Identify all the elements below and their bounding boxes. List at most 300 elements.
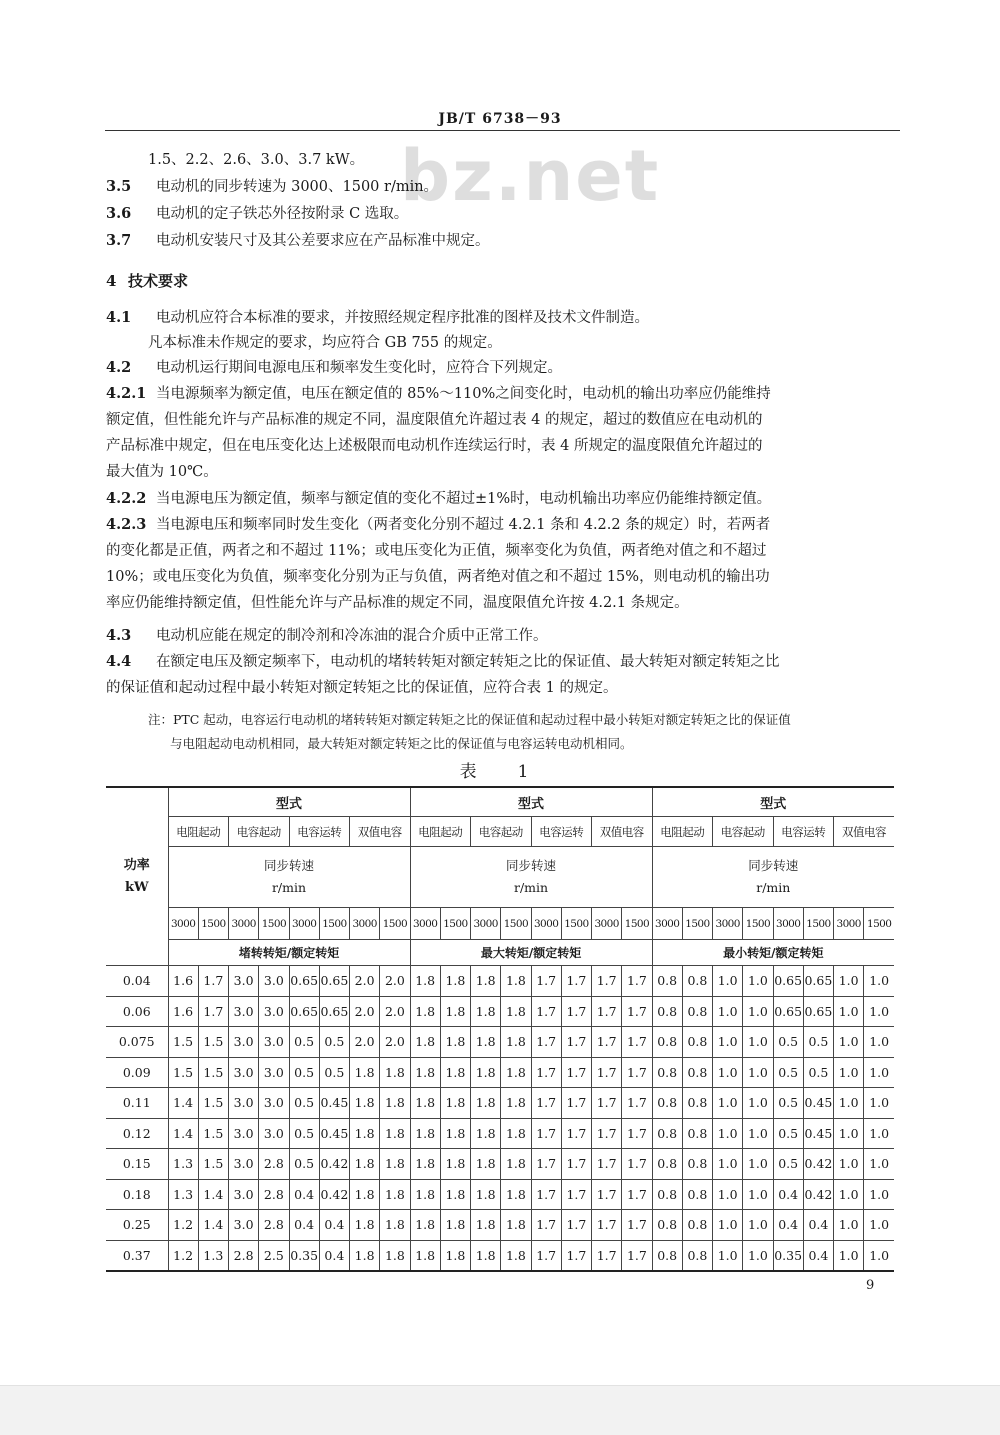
value-cell <box>168 966 198 997</box>
ratio-value: 1.8 <box>384 1064 405 1080</box>
clause-text: 电动机应能在规定的制冷剂和冷冻油的混合介质中正常工作。 <box>156 628 548 644</box>
ratio-value: 1.8 <box>384 1247 405 1263</box>
document-code: JB/T 6738－93 <box>438 111 562 127</box>
ratio-value: 1.8 <box>445 1125 466 1141</box>
value-cell <box>834 1179 864 1210</box>
ratio-value: 1.8 <box>415 973 436 989</box>
value-cell <box>803 966 833 997</box>
value-cell <box>229 1027 259 1058</box>
ratio-value: 1.4 <box>173 1095 194 1111</box>
value-cell <box>803 1088 833 1119</box>
ratio-value: 1.8 <box>354 1095 375 1111</box>
ratio-value: 1.7 <box>203 1003 224 1019</box>
value-cell <box>531 1179 561 1210</box>
ratio-value: 1.8 <box>475 1034 496 1050</box>
ratio-value: 1.0 <box>838 1064 859 1080</box>
power-value: 0.075 <box>118 1034 155 1050</box>
value-cell <box>289 1210 319 1241</box>
speed-value: 3000 <box>170 917 196 930</box>
ratio-value: 0.65 <box>320 973 349 989</box>
value-cell <box>803 1240 833 1271</box>
ratio-value: 1.8 <box>384 1125 405 1141</box>
ratio-value: 1.8 <box>505 973 526 989</box>
value-cell <box>229 1088 259 1119</box>
value-cell <box>229 1240 259 1271</box>
ratio-value: 1.7 <box>626 1034 647 1050</box>
power-value: 0.12 <box>122 1125 151 1141</box>
ratio-value: 1.0 <box>717 973 738 989</box>
value-cell <box>713 1057 743 1088</box>
ratio-value: 3.0 <box>263 1064 284 1080</box>
value-cell <box>682 1027 712 1058</box>
value-cell <box>168 1088 198 1119</box>
ratio-value: 0.8 <box>687 973 708 989</box>
ratio-value: 1.0 <box>838 1125 859 1141</box>
ratio-value: 1.6 <box>173 973 194 989</box>
value-cell <box>380 1088 410 1119</box>
value-cell <box>834 1088 864 1119</box>
value-cell <box>652 1179 682 1210</box>
speed-value: 3000 <box>836 917 861 930</box>
value-cell <box>350 1118 380 1149</box>
ratio-value: 1.0 <box>838 1156 859 1172</box>
ratio-value: 0.5 <box>778 1064 799 1080</box>
ratio-value: 1.0 <box>747 1247 768 1263</box>
value-cell <box>350 1027 380 1058</box>
ratio-value: 1.0 <box>869 1247 890 1263</box>
ratio-value: 1.3 <box>173 1186 194 1202</box>
ratio-value: 1.8 <box>445 1156 466 1172</box>
ratio-value: 1.7 <box>626 1156 647 1172</box>
ratio-value: 1.8 <box>354 1156 375 1172</box>
value-cell <box>410 1057 440 1088</box>
value-cell <box>501 1088 531 1119</box>
power-cell <box>106 1179 168 1210</box>
ratio-value: 3.0 <box>263 1034 284 1050</box>
value-cell <box>834 1057 864 1088</box>
value-cell <box>834 996 864 1027</box>
ratio-value: 0.45 <box>804 1125 833 1141</box>
type-name-cell <box>410 817 471 847</box>
value-cell <box>743 1149 773 1180</box>
value-cell <box>834 1240 864 1271</box>
ratio-value: 0.45 <box>320 1095 349 1111</box>
ratio-value: 1.8 <box>505 1156 526 1172</box>
value-cell <box>440 1118 470 1149</box>
ratio-value: 0.5 <box>294 1034 315 1050</box>
ratio-value: 1.7 <box>626 1217 647 1233</box>
value-cell <box>168 1149 198 1180</box>
ratio-value: 0.4 <box>324 1217 345 1233</box>
value-cell <box>531 1149 561 1180</box>
ratio-value: 1.0 <box>747 1003 768 1019</box>
value-cell <box>561 1210 591 1241</box>
ratio-value: 1.8 <box>415 1186 436 1202</box>
value-cell <box>471 1210 501 1241</box>
power-value: 0.18 <box>122 1186 151 1202</box>
value-cell <box>380 996 410 1027</box>
value-cell <box>622 1179 652 1210</box>
section-title: 技术要求 <box>128 272 189 290</box>
ratio-value: 0.8 <box>687 1247 708 1263</box>
speed-value-cell <box>168 908 198 940</box>
ratio-value: 3.0 <box>233 1186 254 1202</box>
ratio-value: 1.8 <box>505 1125 526 1141</box>
speed-header-cell <box>168 847 410 908</box>
value-cell <box>319 1027 349 1058</box>
ratio-value: 1.0 <box>869 1186 890 1202</box>
ratio-value: 0.42 <box>320 1186 349 1202</box>
value-cell <box>168 996 198 1027</box>
value-cell <box>803 1149 833 1180</box>
ratio-value: 3.0 <box>233 1003 254 1019</box>
speed-value-cell <box>622 908 652 940</box>
value-cell <box>319 1088 349 1119</box>
value-cell <box>350 1057 380 1088</box>
clause-4-2-3 <box>106 515 770 535</box>
value-cell <box>592 966 622 997</box>
ratio-value: 0.8 <box>687 1156 708 1172</box>
ratio-value: 1.0 <box>869 1003 890 1019</box>
clause-number: 4.2.1 <box>106 385 147 402</box>
clause-number: 4.2.3 <box>106 516 147 533</box>
ratio-value: 1.7 <box>626 1186 647 1202</box>
ratio-value: 1.7 <box>596 1186 617 1202</box>
power-cell <box>106 1210 168 1241</box>
ratio-value: 1.7 <box>596 1125 617 1141</box>
ratio-value: 0.8 <box>687 1095 708 1111</box>
ratio-value: 1.8 <box>475 1095 496 1111</box>
type-name-cell <box>229 817 290 847</box>
speed-value-cell <box>864 908 894 940</box>
ratio-value: 1.8 <box>445 1003 466 1019</box>
value-cell <box>561 966 591 997</box>
value-cell <box>622 966 652 997</box>
value-cell <box>592 1240 622 1271</box>
speed-value-cell <box>561 908 591 940</box>
ratio-value: 1.7 <box>596 1064 617 1080</box>
ratio-value: 1.0 <box>838 973 859 989</box>
ratio-value: 1.0 <box>869 1095 890 1111</box>
ratio-value: 1.0 <box>717 1186 738 1202</box>
value-cell <box>229 1149 259 1180</box>
value-cell <box>531 1118 561 1149</box>
ratio-value: 0.8 <box>687 1034 708 1050</box>
value-cell <box>773 1088 803 1119</box>
value-cell <box>652 1149 682 1180</box>
value-cell <box>168 1027 198 1058</box>
value-cell <box>350 1179 380 1210</box>
ratio-value: 1.5 <box>203 1125 224 1141</box>
value-cell <box>471 1088 501 1119</box>
ratio-value: 1.7 <box>566 1003 587 1019</box>
value-cell <box>531 1210 561 1241</box>
value-cell <box>380 1057 410 1088</box>
paragraph-line: 率应仍能维持额定值，但性能允许与产品标准的规定不同，温度限值允许按 4.2.1 条规定。 <box>106 595 689 611</box>
ratio-value: 3.0 <box>233 1064 254 1080</box>
ratio-value: 1.8 <box>415 1034 436 1050</box>
value-cell <box>259 1149 289 1180</box>
speed-value: 1500 <box>443 917 468 930</box>
value-cell <box>471 1179 501 1210</box>
ratio-value: 0.5 <box>324 1034 345 1050</box>
ratio-value: 1.8 <box>505 1064 526 1080</box>
power-value: 0.15 <box>122 1156 151 1172</box>
note-line: 与电阻起动电动机相同，最大转矩对额定转矩之比的保证值与电容运转电动机相同。 <box>170 736 633 751</box>
ratio-value: 1.0 <box>869 973 890 989</box>
speed-value: 1500 <box>261 917 287 930</box>
ratio-value: 1.7 <box>626 1247 647 1263</box>
power-header-cell <box>106 787 168 966</box>
value-cell <box>592 1057 622 1088</box>
clause-4-1-cont <box>148 333 502 353</box>
ratio-value: 1.7 <box>626 1003 647 1019</box>
value-cell <box>198 996 228 1027</box>
ratio-value: 0.5 <box>324 1064 345 1080</box>
value-cell <box>259 1210 289 1241</box>
ratio-value: 1.6 <box>173 1003 194 1019</box>
value-cell <box>682 996 712 1027</box>
ratio-value: 1.4 <box>203 1186 224 1202</box>
value-cell <box>168 1240 198 1271</box>
clause-number: 3.5 <box>106 178 132 195</box>
value-cell <box>773 1118 803 1149</box>
value-cell <box>289 966 319 997</box>
ratio-value: 1.7 <box>596 973 617 989</box>
value-cell <box>229 1118 259 1149</box>
value-cell <box>864 1210 894 1241</box>
ratio-value: 1.0 <box>869 1034 890 1050</box>
clause-3-6 <box>106 204 408 224</box>
ratio-value: 1.7 <box>203 973 224 989</box>
value-cell <box>168 1057 198 1088</box>
ratio-value: 1.8 <box>415 1003 436 1019</box>
table-row <box>106 1240 894 1271</box>
speed-value: 1500 <box>564 917 589 930</box>
value-cell <box>380 1210 410 1241</box>
ratio-value: 1.0 <box>717 1217 738 1233</box>
value-cell <box>198 1027 228 1058</box>
type-name-cell <box>713 817 774 847</box>
ratio-value: 1.0 <box>717 1156 738 1172</box>
line-text: 1.5、2.2、2.6、3.0、3.7 kW。 <box>148 152 365 168</box>
ratio-value: 1.0 <box>838 1034 859 1050</box>
ratio-value: 1.0 <box>747 1125 768 1141</box>
ratio-value: 1.7 <box>596 1156 617 1172</box>
section-number: 4 <box>106 272 117 290</box>
type-label: 型式 <box>518 796 545 812</box>
value-cell <box>834 1118 864 1149</box>
speed-value: 3000 <box>473 917 498 930</box>
ratio-value: 1.7 <box>566 1156 587 1172</box>
ratio-value: 1.0 <box>869 1125 890 1141</box>
value-cell <box>803 1118 833 1149</box>
table-row <box>106 1118 894 1149</box>
value-cell <box>743 1057 773 1088</box>
value-cell <box>773 1179 803 1210</box>
ratio-value: 0.8 <box>687 1186 708 1202</box>
value-cell <box>773 996 803 1027</box>
ratio-value: 1.7 <box>536 1064 557 1080</box>
power-unit: kW <box>124 879 149 895</box>
clause-text: 电动机安装尺寸及其公差要求应在产品标准中规定。 <box>156 233 490 249</box>
table-row <box>106 966 894 997</box>
speed-value: 3000 <box>291 917 317 930</box>
power-cell <box>106 996 168 1027</box>
ratio-value: 1.8 <box>384 1095 405 1111</box>
table-row <box>106 1210 894 1241</box>
header-row-type-names <box>106 817 894 847</box>
ratio-value: 1.8 <box>505 1247 526 1263</box>
type-header-cell <box>410 787 652 817</box>
ratio-value: 1.0 <box>747 1156 768 1172</box>
value-cell <box>350 1210 380 1241</box>
value-cell <box>410 996 440 1027</box>
speed-value-cell <box>531 908 561 940</box>
value-cell <box>713 1149 743 1180</box>
ratio-value: 1.7 <box>566 1034 587 1050</box>
ratio-value: 1.8 <box>475 1186 496 1202</box>
ratio-value: 1.0 <box>838 1247 859 1263</box>
value-cell <box>803 1057 833 1088</box>
power-cell <box>106 1027 168 1058</box>
ratio-value: 1.7 <box>626 1125 647 1141</box>
ratio-value: 0.42 <box>804 1156 833 1172</box>
value-cell <box>350 966 380 997</box>
ratio-value: 1.0 <box>838 1003 859 1019</box>
type-name: 双值电容 <box>842 824 887 839</box>
ratio-value: 1.7 <box>566 973 587 989</box>
value-cell <box>713 1240 743 1271</box>
value-cell <box>713 1210 743 1241</box>
value-cell <box>350 1149 380 1180</box>
type-name: 电阻起动 <box>418 824 463 839</box>
value-cell <box>350 996 380 1027</box>
quantity-header-cell <box>652 940 894 966</box>
speed-value: 3000 <box>352 917 377 930</box>
clause-3-5 <box>106 177 438 197</box>
value-cell <box>440 1027 470 1058</box>
table-row <box>106 1179 894 1210</box>
ratio-value: 0.42 <box>804 1186 833 1202</box>
table-row <box>106 1088 894 1119</box>
value-cell <box>682 1240 712 1271</box>
quantity-label: 堵转转矩/额定转矩 <box>238 946 340 960</box>
ratio-value: 1.7 <box>566 1217 587 1233</box>
value-cell <box>834 1210 864 1241</box>
value-cell <box>622 1240 652 1271</box>
type-name: 电阻起动 <box>176 824 221 839</box>
value-cell <box>652 1240 682 1271</box>
ratio-value: 0.4 <box>294 1217 315 1233</box>
ratio-value: 1.7 <box>566 1247 587 1263</box>
ratio-value: 1.7 <box>566 1064 587 1080</box>
ratio-value: 1.0 <box>747 1095 768 1111</box>
value-cell <box>229 1210 259 1241</box>
speed-value-cell <box>682 908 712 940</box>
paragraph-line: 最大值为 10℃。 <box>106 464 218 480</box>
ratio-value: 1.7 <box>536 1247 557 1263</box>
value-cell <box>713 966 743 997</box>
ratio-value: 1.7 <box>536 1095 557 1111</box>
ratio-value: 0.5 <box>778 1156 799 1172</box>
value-cell <box>440 1057 470 1088</box>
clause-number: 3.7 <box>106 232 132 249</box>
ratio-value: 1.8 <box>475 1156 496 1172</box>
speed-label: 同步转速 <box>264 858 315 873</box>
type-name-cell <box>652 817 713 847</box>
ratio-value: 1.8 <box>415 1156 436 1172</box>
ratio-value: 1.0 <box>747 1186 768 1202</box>
ratio-value: 2.0 <box>354 973 375 989</box>
table-row <box>106 1149 894 1180</box>
ratio-value: 0.45 <box>804 1095 833 1111</box>
ratio-value: 0.65 <box>804 1003 833 1019</box>
value-cell <box>531 1027 561 1058</box>
clause-text: 电动机运行期间电源电压和频率发生变化时，应符合下列规定。 <box>156 360 562 376</box>
quantity-label: 最小转矩/额定转矩 <box>723 946 824 960</box>
value-cell <box>471 966 501 997</box>
header-rule <box>105 130 900 131</box>
value-cell <box>652 1118 682 1149</box>
type-name-cell <box>592 817 653 847</box>
power-label: 功率 <box>123 857 150 873</box>
ratio-value: 1.7 <box>626 1095 647 1111</box>
ratio-value: 3.0 <box>233 1217 254 1233</box>
ratio-value: 1.8 <box>415 1064 436 1080</box>
ratio-value: 0.65 <box>774 1003 803 1019</box>
ratio-value: 0.5 <box>808 1034 829 1050</box>
value-cell <box>803 1179 833 1210</box>
ratio-value: 0.35 <box>290 1247 319 1263</box>
ratio-value: 0.8 <box>657 1125 678 1141</box>
type-header-cell <box>652 787 894 817</box>
watermark: bz.net <box>400 135 661 217</box>
value-cell <box>319 1118 349 1149</box>
value-cell <box>713 1179 743 1210</box>
value-cell <box>592 1210 622 1241</box>
ratio-value: 1.4 <box>203 1217 224 1233</box>
value-cell <box>803 996 833 1027</box>
type-label: 型式 <box>276 796 303 812</box>
ratio-value: 1.7 <box>536 1003 557 1019</box>
value-cell <box>319 1179 349 1210</box>
ratio-value: 1.0 <box>717 1247 738 1263</box>
value-cell <box>622 996 652 1027</box>
value-cell <box>864 1057 894 1088</box>
type-name: 双值电容 <box>599 824 644 839</box>
value-cell <box>652 1027 682 1058</box>
ratio-value: 1.7 <box>596 1003 617 1019</box>
ratio-value: 1.8 <box>475 973 496 989</box>
ratio-value: 2.0 <box>384 973 405 989</box>
ratio-value: 1.8 <box>445 1186 466 1202</box>
ratio-value: 0.42 <box>320 1156 349 1172</box>
ratio-value: 0.8 <box>687 1003 708 1019</box>
value-cell <box>410 1149 440 1180</box>
ratio-value: 0.65 <box>804 973 833 989</box>
ratio-value: 1.7 <box>536 1186 557 1202</box>
value-cell <box>380 966 410 997</box>
ratio-value: 1.0 <box>869 1156 890 1172</box>
value-cell <box>592 1118 622 1149</box>
ratio-value: 0.4 <box>808 1247 829 1263</box>
speed-value-cell <box>803 908 833 940</box>
ratio-value: 1.8 <box>354 1217 375 1233</box>
ratio-value: 1.0 <box>838 1217 859 1233</box>
ratio-value: 1.7 <box>626 973 647 989</box>
value-cell <box>561 1149 591 1180</box>
